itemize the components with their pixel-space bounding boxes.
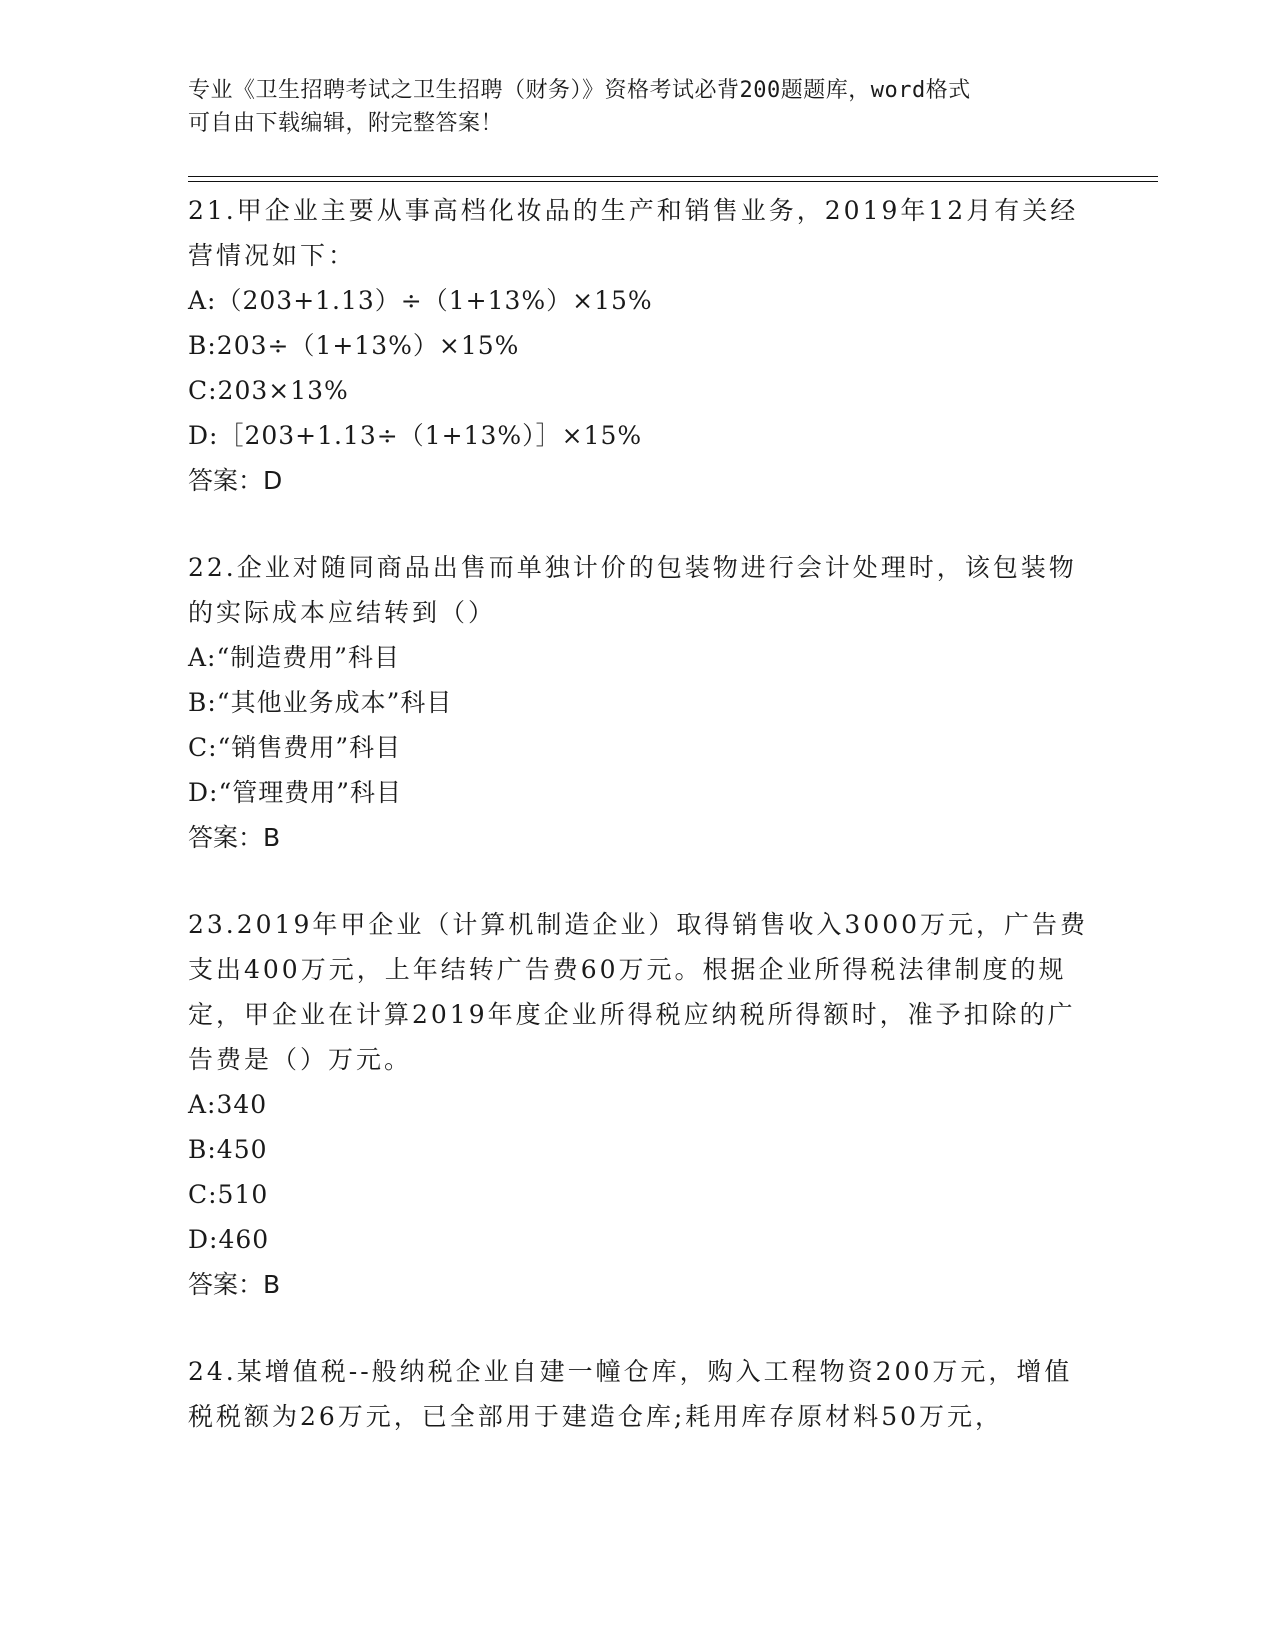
header-divider-top	[188, 176, 1158, 177]
option-a: A:（203+1.13）÷（1+13%）×15%	[188, 286, 653, 315]
header-line-1: 专业《卫生招聘考试之卫生招聘（财务）》资格考试必背200题题库，word格式	[188, 78, 971, 103]
option-c: C:203×13%	[188, 376, 349, 405]
option-b: B:“其他业务成本”科目	[188, 688, 453, 717]
answer-label: 答案：D	[188, 466, 283, 495]
question-list	[188, 188, 1088, 1439]
question-24	[188, 1349, 1088, 1439]
question-stem: 24.某增值税--般纳税企业自建一幢仓库，购入工程物资200万元，增值税税额为26万元，已全部用于建造仓库;耗用库存原材料50万元，	[188, 1357, 1073, 1431]
answer-label: 答案：B	[188, 823, 281, 852]
option-a: A:“制造费用”科目	[188, 643, 401, 672]
header-line-2: 可自由下载编辑，附完整答案！	[188, 111, 504, 136]
option-d: D:460	[188, 1225, 270, 1254]
option-b: B:203÷（1+13%）×15%	[188, 331, 520, 360]
answer-label: 答案：B	[188, 1270, 281, 1299]
option-c: C:510	[188, 1180, 269, 1209]
question-21	[188, 188, 1088, 503]
option-d: D:［203+1.13÷（1+13%）］×15%	[188, 421, 643, 450]
question-stem: 22.企业对随同商品出售而单独计价的包装物进行会计处理时，该包装物的实际成本应结转到（）	[188, 553, 1077, 627]
question-stem: 23.2019年甲企业（计算机制造企业）取得销售收入3000万元，广告费支出400万元，上年结转广告费60万元。根据企业所得税法律制度的规定，甲企业在计算2019年度企业所得税应纳税所得额时，准予扣除的广告费是（）万元。	[188, 910, 1089, 1074]
header-divider-bottom	[188, 181, 1158, 182]
option-b: B:450	[188, 1135, 268, 1164]
option-a: A:340	[188, 1090, 268, 1119]
option-c: C:“销售费用”科目	[188, 733, 402, 762]
question-stem: 21.甲企业主要从事高档化妆品的生产和销售业务，2019年12月有关经营情况如下：	[188, 196, 1079, 270]
option-d: D:“管理费用”科目	[188, 778, 403, 807]
question-22	[188, 545, 1088, 860]
document-header	[188, 74, 1068, 140]
question-23	[188, 902, 1088, 1307]
